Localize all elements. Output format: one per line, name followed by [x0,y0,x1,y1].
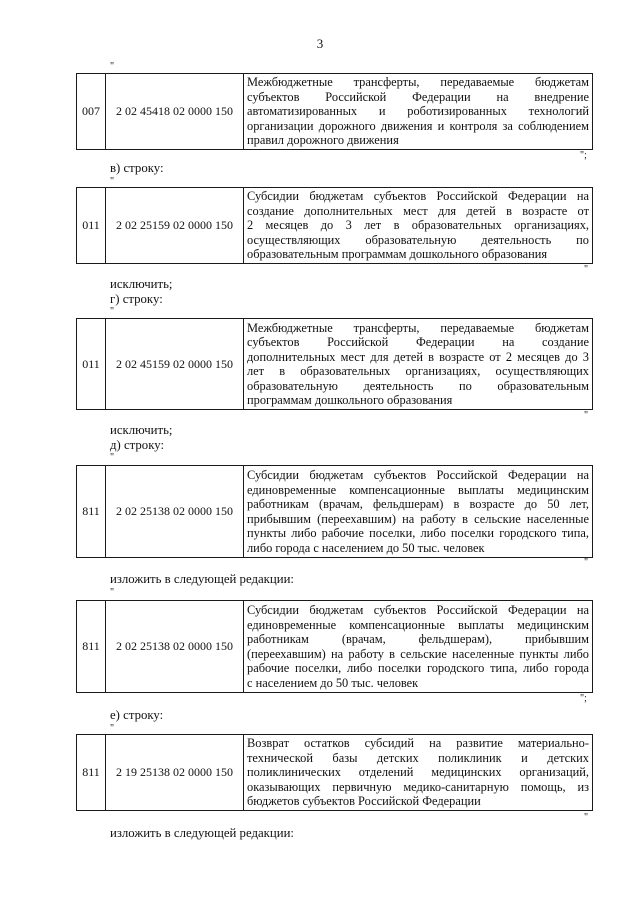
instruction-izlozhit: изложить в следующей редакции: [110,572,294,586]
open-quote: " [110,61,115,72]
close-quote-semicolon: "; [580,150,587,161]
table-row-007 [76,73,593,150]
row-description: Субсидии бюджетам субъектов Российской Федерации на единовременные компенсационные выплаты медицинским работникам (врачам, фельдшерам) в возрасте до 50 лет, прибывшим (переехавшим) на работу в сельские населенные пункты либо рабочие поселки, либо поселки городского типа, либо города с населением до 50 тыс. человек [244,466,593,558]
row-kbk: 2 02 45159 02 0000 150 [106,319,244,410]
row-kbk: 2 02 25138 02 0000 150 [106,466,244,558]
open-quote: " [110,176,115,187]
table-row-011-25159 [76,187,593,264]
row-code: 811 [77,466,106,558]
row-description: Субсидии бюджетам субъектов Российской Федерации на единовременные компенсационные выплаты медицинским работникам (врачам, фельдшерам), прибывшим (переехавшим) на работу в сельские населенные пункты либо рабочие поселки, либо поселки городского типа, либо города с населением до 50 тыс. человек [244,601,593,693]
instruction-isklyuchit: исключить; [110,277,173,291]
close-quote: " [584,557,589,568]
row-kbk: 2 02 45418 02 0000 150 [106,74,244,150]
row-code: 007 [77,74,106,150]
row-description: Субсидии бюджетам субъектов Российской Федерации на создание дополнительных мест для детей в возрасте от 2 месяцев до 3 лет в образовательных организациях, осуществляющих образовательную деятельность по образовательным программам дошкольного образования [244,188,593,264]
row-description: Возврат остатков субсидий на развитие материально- технической базы детских поликлиник и детских поликлинических отделений медицинских организаций, оказывающих первичную медико-санитарную помощь, из бюджетов субъектов Российской Федерации [244,735,593,811]
row-description: Межбюджетные трансферты, передаваемые бюджетам субъектов Российской Федерации на внедрение автоматизированных и роботизированных технологий организации дорожного движения и контроля за соблюдением правил дорожного движения [244,74,593,150]
page-number: 3 [316,36,324,51]
row-kbk: 2 19 25138 02 0000 150 [106,735,244,811]
open-quote: " [110,306,115,317]
table-row-811-25138-new [76,600,593,693]
row-description: Межбюджетные трансферты, передаваемые бюджетам субъектов Российской Федерации на создание дополнительных мест для детей в возрасте от 2 месяцев до 3 лет в образовательных организациях, осуществляющих образовательную деятельность по образовательным программам дошкольного образования [244,319,593,410]
table-row-811-219 [76,734,593,811]
instruction-d: д) строку: [110,438,165,452]
instruction-e: е) строку: [110,708,164,722]
instruction-v: в) строку: [110,161,164,175]
table-row-011-45159 [76,318,593,410]
instruction-izlozhit: изложить в следующей редакции: [110,826,294,840]
row-kbk: 2 02 25159 02 0000 150 [106,188,244,264]
row-kbk: 2 02 25138 02 0000 150 [106,601,244,693]
open-quote: " [110,723,115,734]
close-quote: " [584,264,589,275]
open-quote: " [110,452,115,463]
row-code: 811 [77,601,106,693]
close-quote-semicolon: "; [580,693,587,704]
row-code: 811 [77,735,106,811]
instruction-isklyuchit: исключить; [110,423,173,437]
close-quote: " [584,812,589,823]
table-row-811-25138-old [76,465,593,558]
row-code: 011 [77,319,106,410]
instruction-g: г) строку: [110,292,163,306]
row-code: 011 [77,188,106,264]
close-quote: " [584,410,589,421]
open-quote: " [110,587,115,598]
